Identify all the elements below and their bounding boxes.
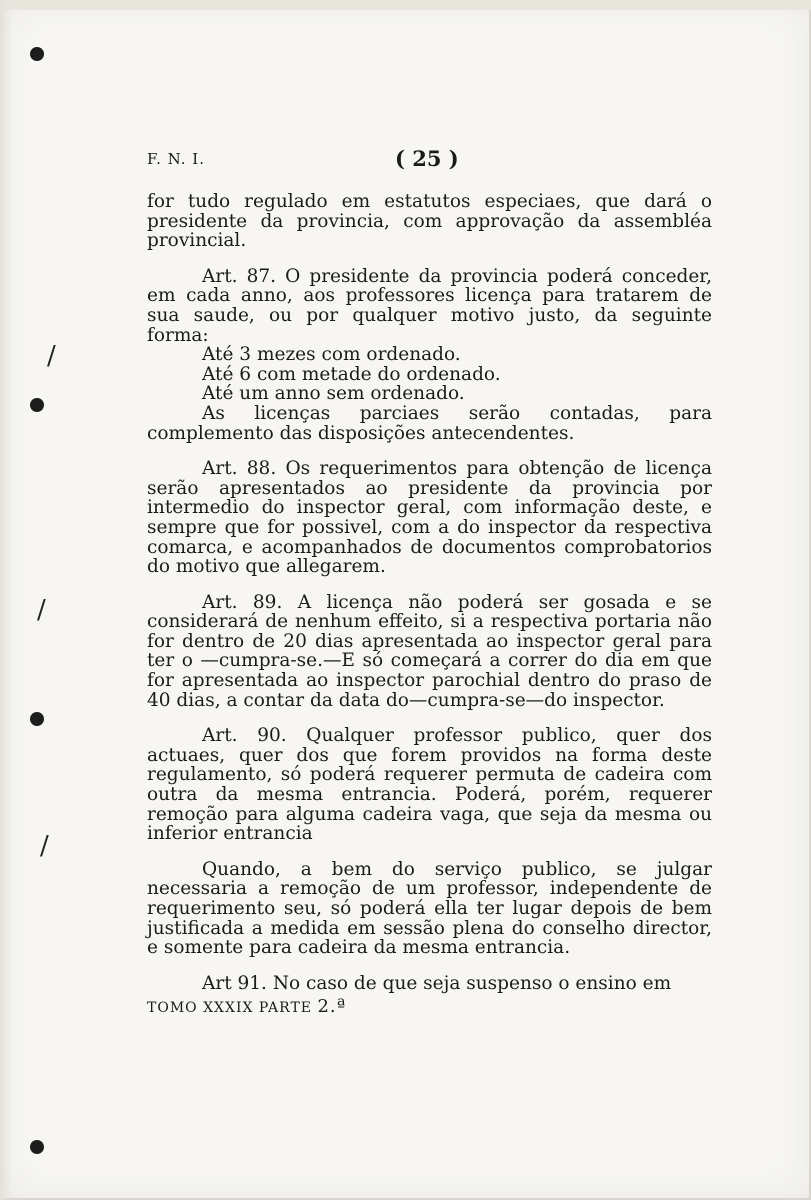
paragraph-continuation: for tudo regulado em estatutos especiaes, que dará o presidente da provincia, com approvação da assembléa provincial. — [147, 191, 712, 252]
page-top-edge — [0, 0, 811, 10]
margin-tick-mark: / — [47, 341, 56, 371]
page-body — [147, 192, 712, 1019]
article-87-item: Até um anno sem ordenado. — [202, 383, 465, 405]
article-91: Art 91. No caso de que seja suspenso o ensino em — [202, 972, 672, 994]
article-87-note: As licenças parciaes serão contadas, para complemento das disposições antecendentes. — [147, 402, 712, 444]
binding-hole — [30, 712, 44, 726]
margin-tick-mark: / — [40, 831, 49, 861]
page-side-edge — [0, 0, 12, 1200]
article-87-item: Até 3 mezes com ordenado. — [202, 344, 461, 366]
article-90: Art. 90. Qualquer professor publico, quer dos actuaes, quer dos que forem providos na forma deste regulamento, só poderá requerer permuta de cadeira com outra da mesma entrancia. Poderá, porém, requerer remoção para alguma cadeira vaga, que seja da mesma ou inferior entrancia — [147, 725, 712, 845]
binding-hole — [30, 398, 44, 412]
margin-tick-mark: / — [37, 595, 46, 625]
volume-part: 2.ª — [317, 996, 347, 1018]
binding-hole — [30, 1140, 44, 1154]
volume-footer — [147, 997, 712, 1019]
article-89: Art. 89. A licença não poderá ser gosada e se considerará de nenhum effeito, si a respectiva portaria não for dentro de 20 dias apresentada ao inspector geral para ter o —cumpra-se.—E só começará a correr do dia em que for apresentada ao inspector parochial dentro do praso de 40 dias, a contar da data do—cumpra-se—do inspector. — [147, 591, 712, 711]
article-87-item: Até 6 com metade do ordenado. — [202, 363, 501, 385]
article-88: Art. 88. Os requerimentos para obtenção de licença serão apresentados ao presidente da provincia por intermedio do inspector geral, com informação deste, e sempre que for possivel, com a do inspector da respectiva comarca, e acompanhados de documentos comprobatorios do motivo que allegarem. — [147, 458, 712, 578]
article-87-intro: Art. 87. O presidente da provincia poderá conceder, em cada anno, aos professores licença para tratarem de sua saude, ou por qualquer motivo justo, da seguinte forma: — [147, 265, 712, 346]
signature-mark: F. N. I. — [147, 150, 206, 168]
volume-label: TOMO XXXIX PARTE — [147, 1000, 313, 1017]
article-90-paragraph: Quando, a bem do serviço publico, se julgar necessaria a remoção de um professor, independente de requerimento seu, só poderá ella ter lugar depois de bem justificada a medida em sessão plena do conselho director, e somente para cadeira da mesma entrancia. — [147, 858, 712, 959]
page-number: ( 25 ) — [395, 146, 459, 171]
page-header — [147, 146, 712, 176]
binding-hole — [30, 47, 44, 61]
